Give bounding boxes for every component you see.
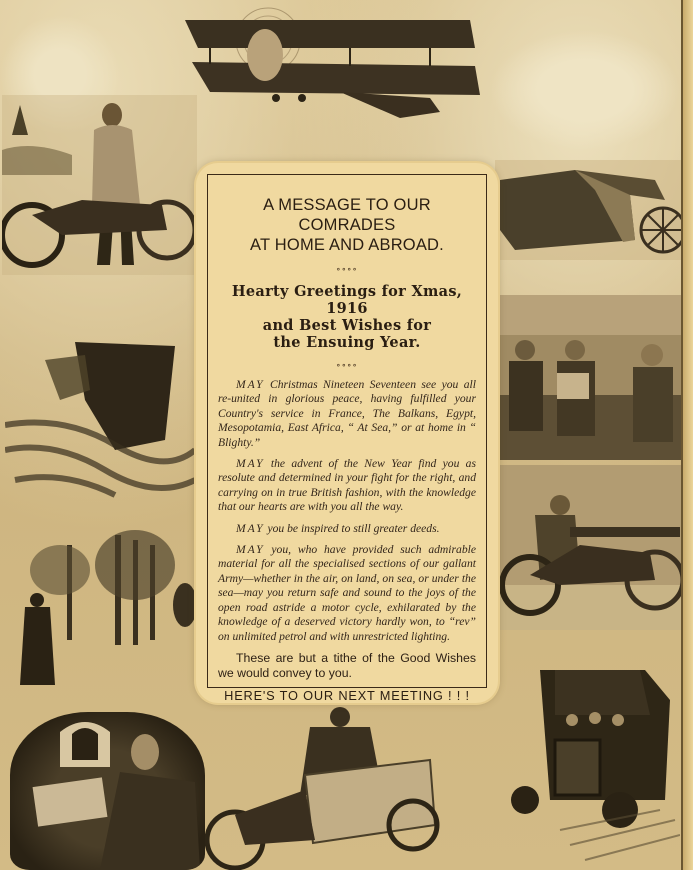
paragraph-3 <box>216 522 478 536</box>
paragraph-4 <box>216 543 478 644</box>
winter-road-photo <box>5 515 195 700</box>
biplane-icon <box>150 0 530 140</box>
paragraph-2 <box>216 457 478 515</box>
ornament-divider-2: ∘∘∘∘ <box>336 361 358 371</box>
motorcyclist-photo <box>2 95 197 275</box>
sea-wave-photo <box>5 330 195 510</box>
page-edge <box>683 0 693 870</box>
paragraph-lead: MAY <box>236 378 265 391</box>
message-frame <box>207 174 487 703</box>
greeting-line-2: and Best Wishes for <box>262 317 432 334</box>
paragraph-1 <box>216 378 478 450</box>
headline <box>216 195 478 255</box>
wireless-operator-photo <box>10 712 205 870</box>
headline-line-1: A MESSAGE TO OUR COMRADES <box>263 196 431 234</box>
paragraph-text: you be inspired to still greater deeds. <box>264 521 440 535</box>
tank-photo <box>495 160 683 260</box>
paragraph-text: Christmas Nineteen Seventeen see you all re-united in glorious peace, having fulfilled your Country's service in France, The Balkans, Egypt, Mesopotamia, East Africa, “ At Sea,” or at home in “ Blighty.” <box>218 378 476 449</box>
cloud-right <box>490 30 680 150</box>
paragraph-lead: MAY <box>236 521 265 535</box>
sidecar-photo <box>205 705 455 870</box>
signoff: HERE'S TO OUR NEXT MEETING ! ! ! <box>224 687 470 703</box>
paragraph-text: you, who have provided such admirable material for all the specialised sections of our gallant Army—whether in the air, on land, on sea, or under the sea—may you return safe and sound to the joys of the open road astride a motor cycle, exhilarated by the knowledge of a deserved victory hardly won, to “rev” on unlimited petrol and with unrestricted lighting. <box>218 543 476 643</box>
paragraph-lead: MAY <box>236 543 265 557</box>
biplane-illustration <box>150 0 530 140</box>
ornament-divider: ∘∘∘∘ <box>336 265 358 275</box>
greeting <box>216 283 478 351</box>
trench-soldiers-photo <box>497 295 683 460</box>
closing-paragraph: These are but a tithe of the Good Wishes we would convey to you. <box>218 650 476 680</box>
greeting-line-1: Hearty Greetings for Xmas, 1916 <box>231 283 463 317</box>
machine-gun-motorcycle-photo <box>500 465 683 630</box>
paragraph-lead: MAY <box>236 457 265 471</box>
paragraph-text: the advent of the New Year find you as resolute and determined in your fight for the right, and carrying on in true British fashion, with the knowledge that our hearts are with you all the way. <box>218 457 476 514</box>
message-card <box>196 163 498 703</box>
greeting-line-3: the Ensuing Year. <box>273 334 421 351</box>
headline-line-2: AT HOME AND ABROAD. <box>250 236 444 254</box>
lorry-photo <box>500 660 680 870</box>
